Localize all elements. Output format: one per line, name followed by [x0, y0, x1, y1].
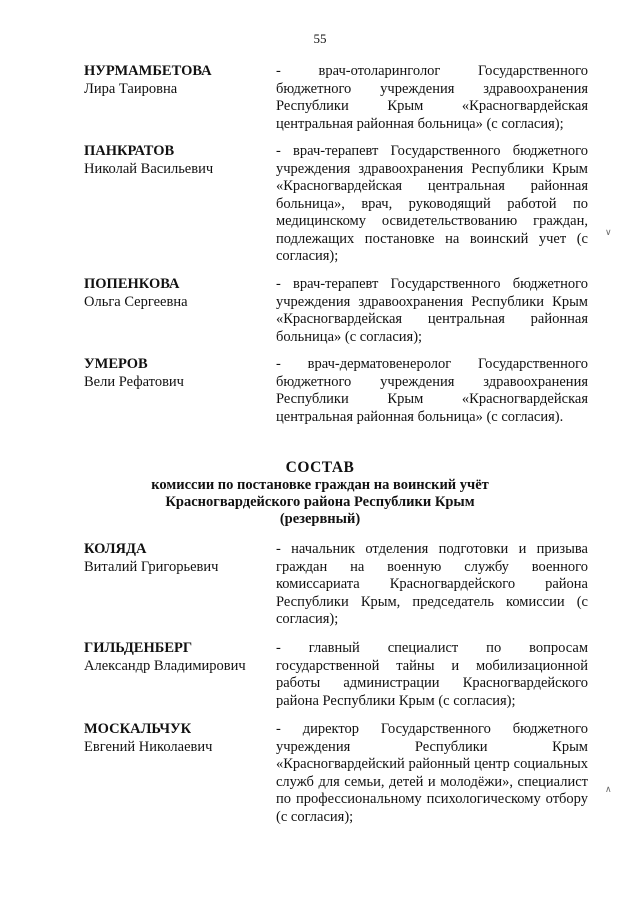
member-given-name: Виталий Григорьевич	[84, 558, 219, 575]
margin-check-mark: ∧	[605, 785, 612, 795]
margin-check-mark: ∨	[605, 228, 612, 238]
member-given-name: Лира Таировна	[84, 80, 178, 97]
member-role: - врач-отоларинголог Государственного бюджетного учреждения здравоохранения Республики Крым «Красногвардейская центральная районная больница» (с согласия);	[276, 63, 588, 132]
member-given-name: Александр Владимирович	[84, 657, 246, 674]
member-role: - директор Государственного бюджетного учреждения Республики Крым «Красногвардейский районный центр социальных служб для семьи, детей и молодёжи», специалист по профессиональному психологическому отбору (с согласия);	[276, 721, 588, 825]
member-surname: УМЕРОВ	[84, 356, 148, 372]
member-surname: МОСКАЛЬЧУК	[84, 721, 192, 737]
member-surname: ПАНКРАТОВ	[84, 143, 175, 159]
member-surname: ПОПЕНКОВА	[84, 276, 180, 292]
member-person	[84, 276, 264, 311]
member-surname: НУРМАМБЕТОВА	[84, 63, 212, 79]
member-person	[84, 640, 264, 675]
section-subtitle-line: Красногвардейского района Республики Крым	[165, 494, 475, 510]
member-surname: КОЛЯДА	[84, 541, 147, 557]
member-role: - главный специалист по вопросам государственной тайны и мобилизационной работы администрации Красногвардейского района Республики Крым (с согласия);	[276, 640, 588, 709]
member-role: - врач-терапевт Государственного бюджетного учреждения здравоохранения Республики Крым «Красногвардейская центральная районная больница», врач, руководящий работой по медицинскому освидетельствованию граждан, подлежащих постановке на воинский учет (с согласия);	[276, 143, 588, 264]
member-given-name: Евгений Николаевич	[84, 738, 213, 755]
section-subtitle-line: (резервный)	[279, 511, 361, 527]
section-title: СОСТАВ	[285, 459, 355, 476]
member-person	[84, 356, 264, 391]
member-person	[84, 63, 264, 98]
section-subtitle-line: комиссии по постановке граждан на воинский учёт	[151, 477, 489, 493]
member-person	[84, 541, 264, 576]
member-given-name: Вели Рефатович	[84, 373, 184, 390]
member-person	[84, 721, 264, 756]
member-surname: ГИЛЬДЕНБЕРГ	[84, 640, 193, 656]
member-given-name: Ольга Сергеевна	[84, 293, 188, 310]
member-person	[84, 143, 264, 178]
member-role: - врач-терапевт Государственного бюджетного учреждения здравоохранения Республики Крым «Красногвардейская центральная районная больница» (с согласия);	[276, 276, 588, 345]
member-role: - врач-дерматовенеролог Государственного бюджетного учреждения здравоохранения Республики Крым «Красногвардейская центральная районная больница» (с согласия).	[276, 356, 588, 425]
member-role: - начальник отделения подготовки и призыва граждан на военную службу военного комиссариата Красногвардейского района Республики Крым, председатель комиссии (с согласия);	[276, 541, 588, 627]
member-given-name: Николай Васильевич	[84, 160, 214, 177]
page-number: 55	[313, 31, 327, 46]
